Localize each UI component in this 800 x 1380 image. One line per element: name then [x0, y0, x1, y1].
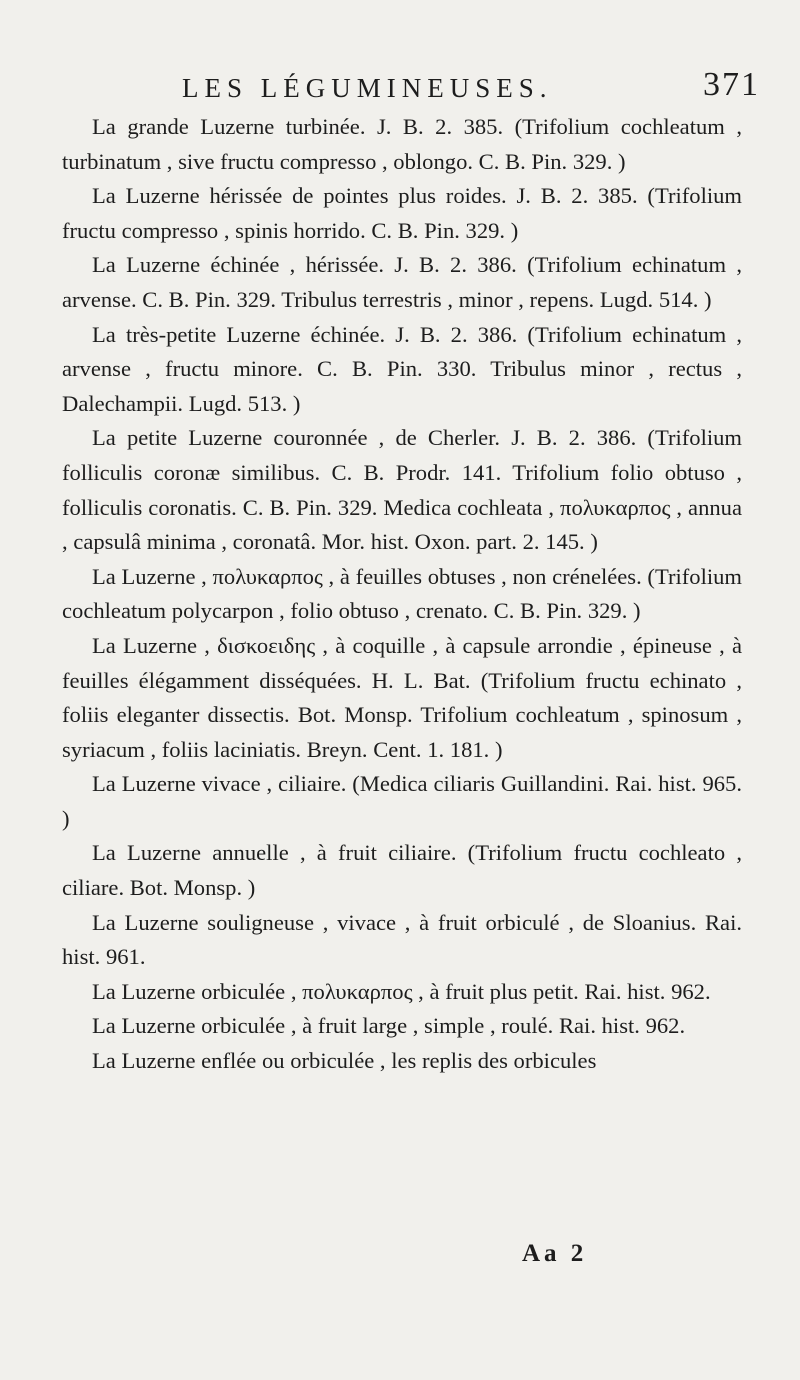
- entry-tres-petite-luzerne: La très-petite Luzerne échinée. J. B. 2. 386. (Trifolium echinatum , arvense , fructu minore. C. B. Pin. 330. Tribulus minor , rectus , Dalechampii. Lugd. 513. ): [62, 321, 742, 416]
- signature-mark: Aa 2: [522, 1240, 588, 1267]
- entry-luzerne-herissee: La Luzerne hérissée de pointes plus roides. J. B. 2. 385. (Trifolium fructu compresso , spinis horrido. C. B. Pin. 329. ): [62, 183, 742, 243]
- page-number: 371: [703, 66, 760, 103]
- entry-luzerne-echinee: La Luzerne échinée , hérissée. J. B. 2. 386. (Trifolium echinatum , arvense. C. B. Pin. 329. Tribulus terrestris , minor , repens. Lugd. 514. ): [62, 252, 742, 312]
- entry-luzerne-vivace-ciliaire: La Luzerne vivace , ciliaire. (Medica ciliaris Guillandini. Rai. hist. 965. ): [62, 771, 742, 831]
- entry-luzerne-souligneuse: La Luzerne souligneuse , vivace , à fruit orbiculé , de Sloanius. Rai. hist. 961.: [62, 909, 742, 970]
- entry-luzerne-annuelle: La Luzerne annuelle , à fruit ciliaire. (Trifolium fructu cochleato , ciliare. Bot. Monsp. ): [62, 840, 742, 901]
- running-title: LES LÉGUMINEUSES.: [182, 73, 553, 103]
- entry-luzerne-orbiculee-large: La Luzerne orbiculée , à fruit large , simple , roulé. Rai. hist. 962.: [92, 1013, 686, 1039]
- entry-petite-luzerne-couronnee: La petite Luzerne couronnée , de Cherler. J. B. 2. 386. (Trifolium folliculis coronæ similibus. C. B. Prodr. 141. Trifolium folio obtuso , folliculis coronatis. C. B. Pin. 329. Medica cochleata , πολυκαρπος , annua , capsulâ minima , coronatâ. Mor. hist. Oxon. part. 2. 145. ): [62, 425, 742, 555]
- entry-luzerne-enflee: La Luzerne enflée ou orbiculée , les replis des orbicules: [92, 1048, 597, 1074]
- entry-grande-luzerne-turbinee: La grande Luzerne turbinée. J. B. 2. 385. (Trifolium cochleatum , turbinatum , sive fructu compresso , oblongo. C. B. Pin. 329. ): [62, 114, 742, 174]
- entry-luzerne-orbiculee-petit: La Luzerne orbiculée , πολυκαρπος , à fruit plus petit. Rai. hist. 962.: [92, 978, 711, 1004]
- page-body: [62, 110, 742, 1079]
- entry-luzerne-feuilles-obtuses: La Luzerne , πολυκαρπος , à feuilles obtuses , non crénelées. (Trifolium cochleatum polycarpon , folio obtuso , crenato. C. B. Pin. 329. ): [62, 563, 742, 624]
- page-header: [182, 54, 760, 104]
- entry-luzerne-coquille: La Luzerne , δισκοειδης , à coquille , à capsule arrondie , épineuse , à feuilles élégamment disséquées. H. L. Bat. (Trifolium fructu echinato , foliis eleganter dissectis. Bot. Monsp. Trifolium cochleatum , spinosum , syriacum , foliis laciniatis. Breyn. Cent. 1. 181. ): [62, 632, 742, 762]
